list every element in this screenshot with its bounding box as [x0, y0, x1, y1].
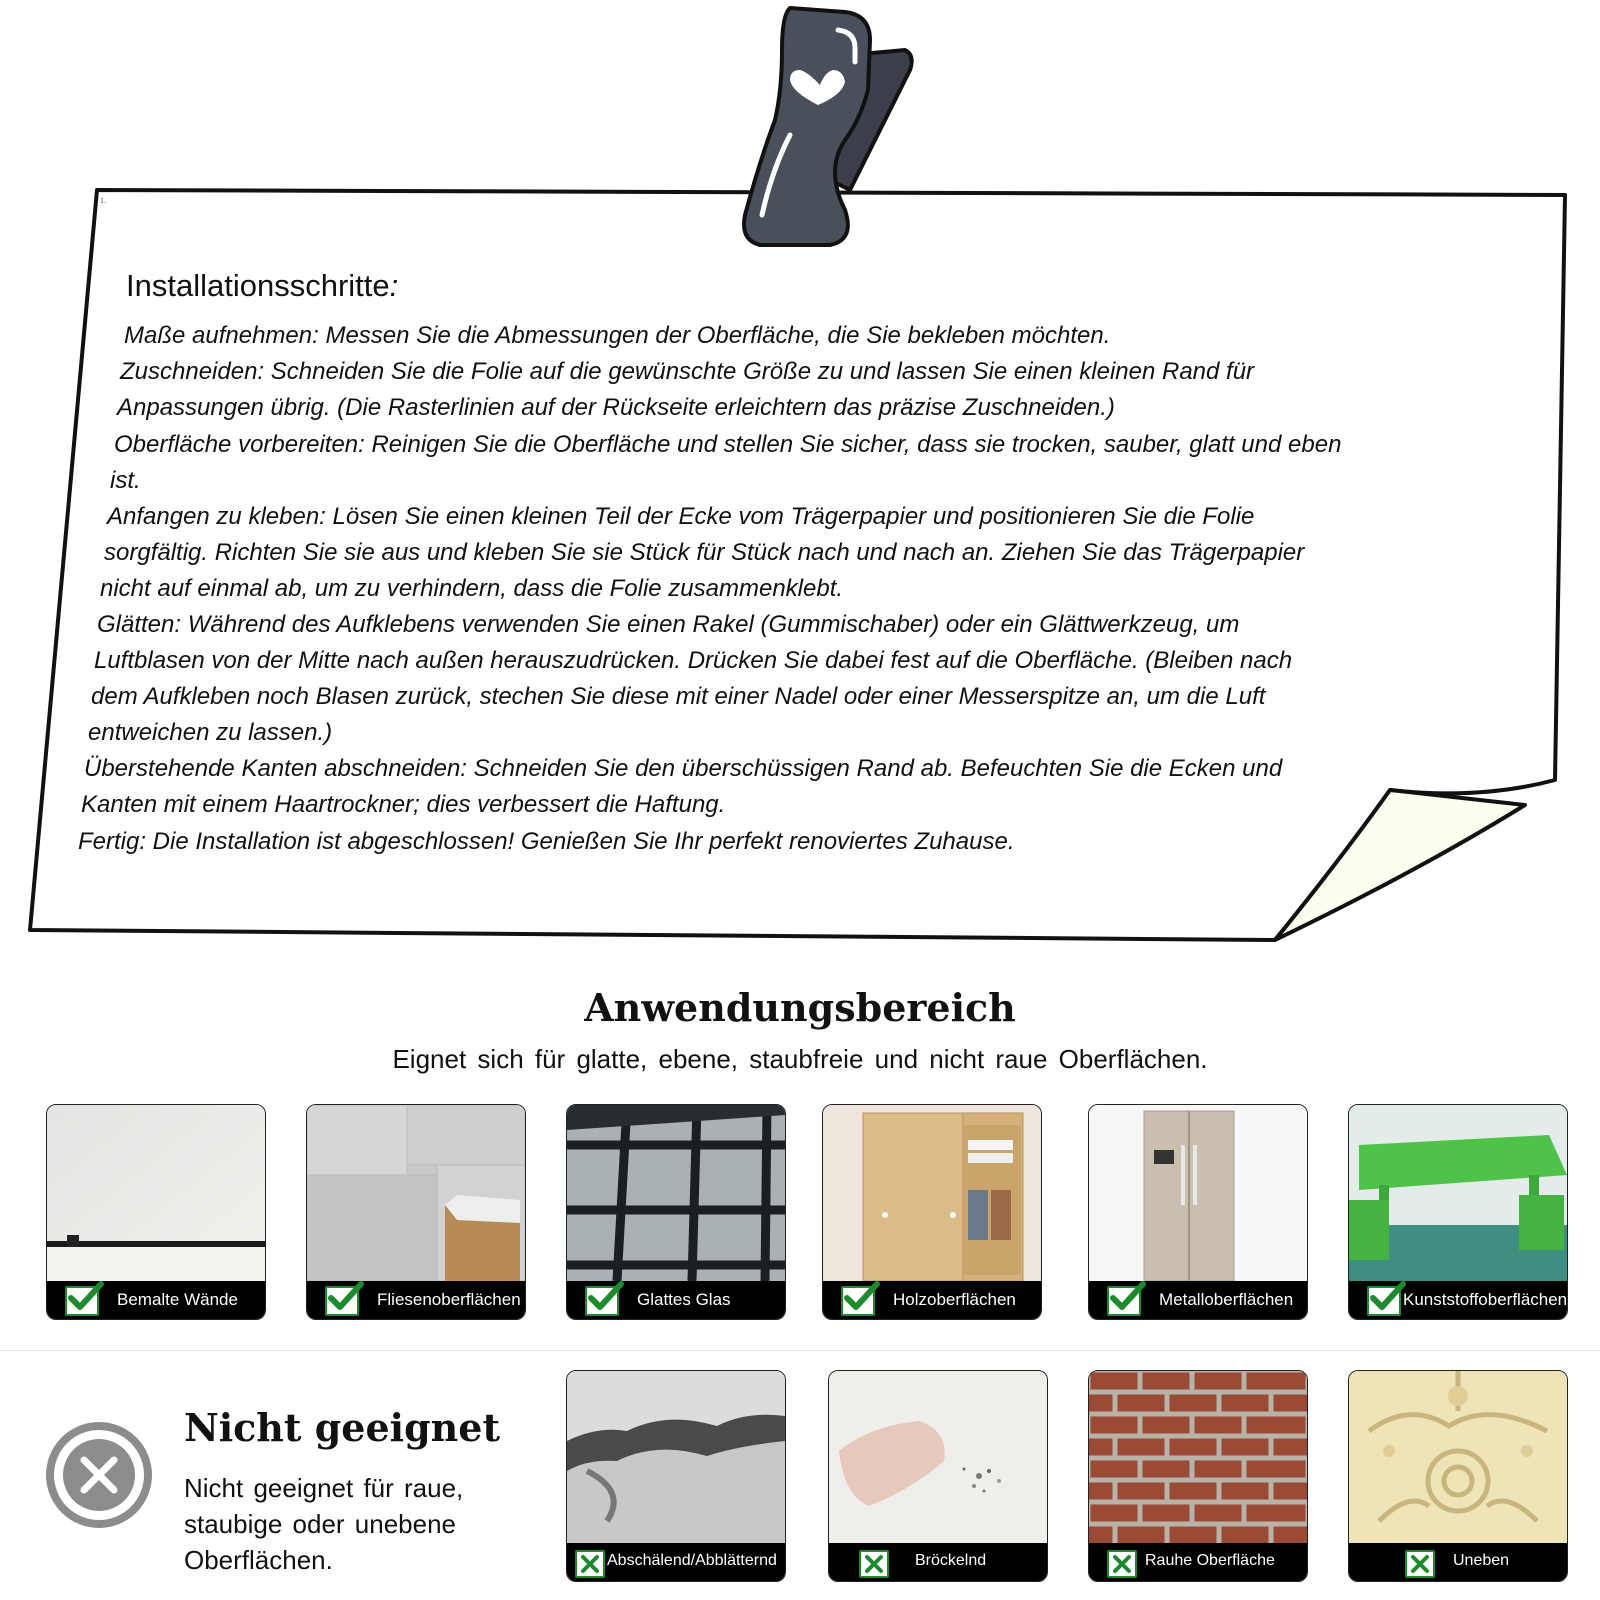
card-smooth-glass: [566, 1104, 786, 1320]
step-line: Überstehende Kanten abschneiden: Schneiden Sie den überschüssigen Rand ab. Befeuchten Sie die Ecken und: [84, 755, 1283, 782]
card-metal-surfaces: [1088, 1104, 1308, 1320]
steps-heading-colon: :: [389, 268, 399, 303]
card-wood-surfaces: [822, 1104, 1042, 1320]
label-bar: [1349, 1543, 1567, 1581]
card-label: Holzoberflächen: [893, 1290, 1016, 1309]
ornament-wall-photo: [1349, 1371, 1567, 1543]
card-label: Rauhe Oberfläche: [1145, 1552, 1275, 1569]
card-peeling: [566, 1370, 786, 1582]
label-bar: [567, 1281, 785, 1319]
step-line: Fertig: Die Installation ist abgeschlossen! Genießen Sie Ihr perfekt renoviertes Zuhause.: [78, 828, 1015, 855]
steps-heading-text: Installationsschritte: [126, 268, 390, 303]
step-line: Anfangen zu kleben: Lösen Sie einen kleinen Teil der Ecke vom Trägerpapier und positionieren Sie die Folie: [107, 503, 1255, 530]
crumbling-wall-photo: [829, 1371, 1047, 1543]
checkmark-icon: [325, 1286, 359, 1316]
step-line: Anpassungen übrig. (Die Rasterlinien auf der Rückseite erleichtern das präzise Zuschneiden.): [117, 394, 1115, 421]
label-bar: [1089, 1543, 1307, 1581]
painted-wall-photo: [47, 1105, 265, 1281]
peeling-wall-photo: [567, 1371, 785, 1543]
step-line: ist.: [110, 467, 141, 494]
step-line: dem Aufkleben noch Blasen zurück, stechen Sie diese mit einer Nadel oder einer Messerspitze an, um die Luft: [91, 683, 1266, 710]
card-crumbling: [828, 1370, 1048, 1582]
label-bar: [1089, 1281, 1307, 1319]
steps-heading: [126, 268, 398, 304]
card-label: Kunststoffoberflächen: [1403, 1290, 1568, 1309]
label-bar: [823, 1281, 1041, 1319]
step-line: entweichen zu lassen.): [88, 719, 333, 746]
step-line: sorgfältig. Richten Sie sie aus und kleben Sie sie Stück für Stück nach und nach an. Ziehen Sie das Trägerpapier: [104, 539, 1305, 566]
card-label: Uneben: [1453, 1552, 1510, 1569]
not-suitable-text: Nicht geeignet für raue, staubige oder unebene Oberflächen.: [184, 1473, 464, 1575]
not-suitable-title: Nicht geeignet: [184, 1405, 501, 1450]
prohibited-icon: [44, 1420, 154, 1530]
label-bar: [47, 1281, 265, 1319]
application-title: Anwendungsbereich: [584, 985, 1016, 1030]
tile-surface-photo: [307, 1105, 525, 1281]
label-bar: [567, 1543, 785, 1581]
checkmark-icon: [841, 1286, 875, 1316]
step-line: Oberfläche vorbereiten: Reinigen Sie die Oberfläche und stellen Sie sicher, dass sie trocken, sauber, glatt und eben: [114, 431, 1342, 458]
step-line: nicht auf einmal ab, um zu verhindern, dass die Folie zusammenklebt.: [100, 575, 844, 602]
card-uneven: [1348, 1370, 1568, 1582]
card-plastic-surfaces: [1348, 1104, 1568, 1320]
application-subtitle: Eignet sich für glatte, ebene, staubfreie und nicht raue Oberflächen.: [392, 1044, 1208, 1074]
cross-icon: [575, 1550, 605, 1578]
checkmark-icon: [585, 1286, 619, 1316]
card-label: Abschälend/Abblätternd: [607, 1552, 777, 1569]
brick-wall-photo: [1089, 1371, 1307, 1543]
cross-icon: [1107, 1550, 1137, 1578]
card-label: Metalloberflächen: [1159, 1290, 1294, 1309]
label-bar: [1349, 1281, 1567, 1319]
cross-icon: [859, 1550, 889, 1578]
step-line: Maße aufnehmen: Messen Sie die Abmessungen der Oberfläche, die Sie bekleben möchten.: [124, 322, 1111, 349]
checkmark-icon: [1367, 1286, 1401, 1316]
checkmark-icon: [65, 1286, 99, 1316]
wardrobe-photo: [823, 1105, 1041, 1281]
plastic-table-photo: [1349, 1105, 1567, 1281]
card-label: Glattes Glas: [637, 1290, 731, 1309]
section-divider: [0, 1350, 1600, 1351]
checkmark-icon: [1107, 1286, 1141, 1316]
step-line: Glätten: Während des Aufklebens verwenden Sie einen Rakel (Gummischaber) oder ein Glättwerkzeug, um: [97, 611, 1240, 638]
card-label: Fliesenoberflächen: [377, 1290, 521, 1309]
label-bar: [307, 1281, 525, 1319]
corner-mark: 1.: [100, 196, 106, 205]
refrigerator-photo: [1089, 1105, 1307, 1281]
card-tile-surfaces: [306, 1104, 526, 1320]
card-rough-surface: [1088, 1370, 1308, 1582]
step-line: Zuschneiden: Schneiden Sie die Folie auf die gewünschte Größe zu und lassen Sie einen kleinen Rand für: [120, 358, 1255, 385]
label-bar: [829, 1543, 1047, 1581]
step-line: Luftblasen von der Mitte nach außen herauszudrücken. Drücken Sie dabei fest auf die Oberfläche. (Bleiben nach: [94, 647, 1293, 674]
card-label: Bröckelnd: [915, 1552, 987, 1569]
step-line: Kanten mit einem Haartrockner; dies verbessert die Haftung.: [81, 791, 726, 818]
card-label: Bemalte Wände: [117, 1290, 238, 1309]
card-painted-walls: [46, 1104, 266, 1320]
cross-icon: [1405, 1550, 1435, 1578]
glass-window-photo: [567, 1105, 785, 1281]
